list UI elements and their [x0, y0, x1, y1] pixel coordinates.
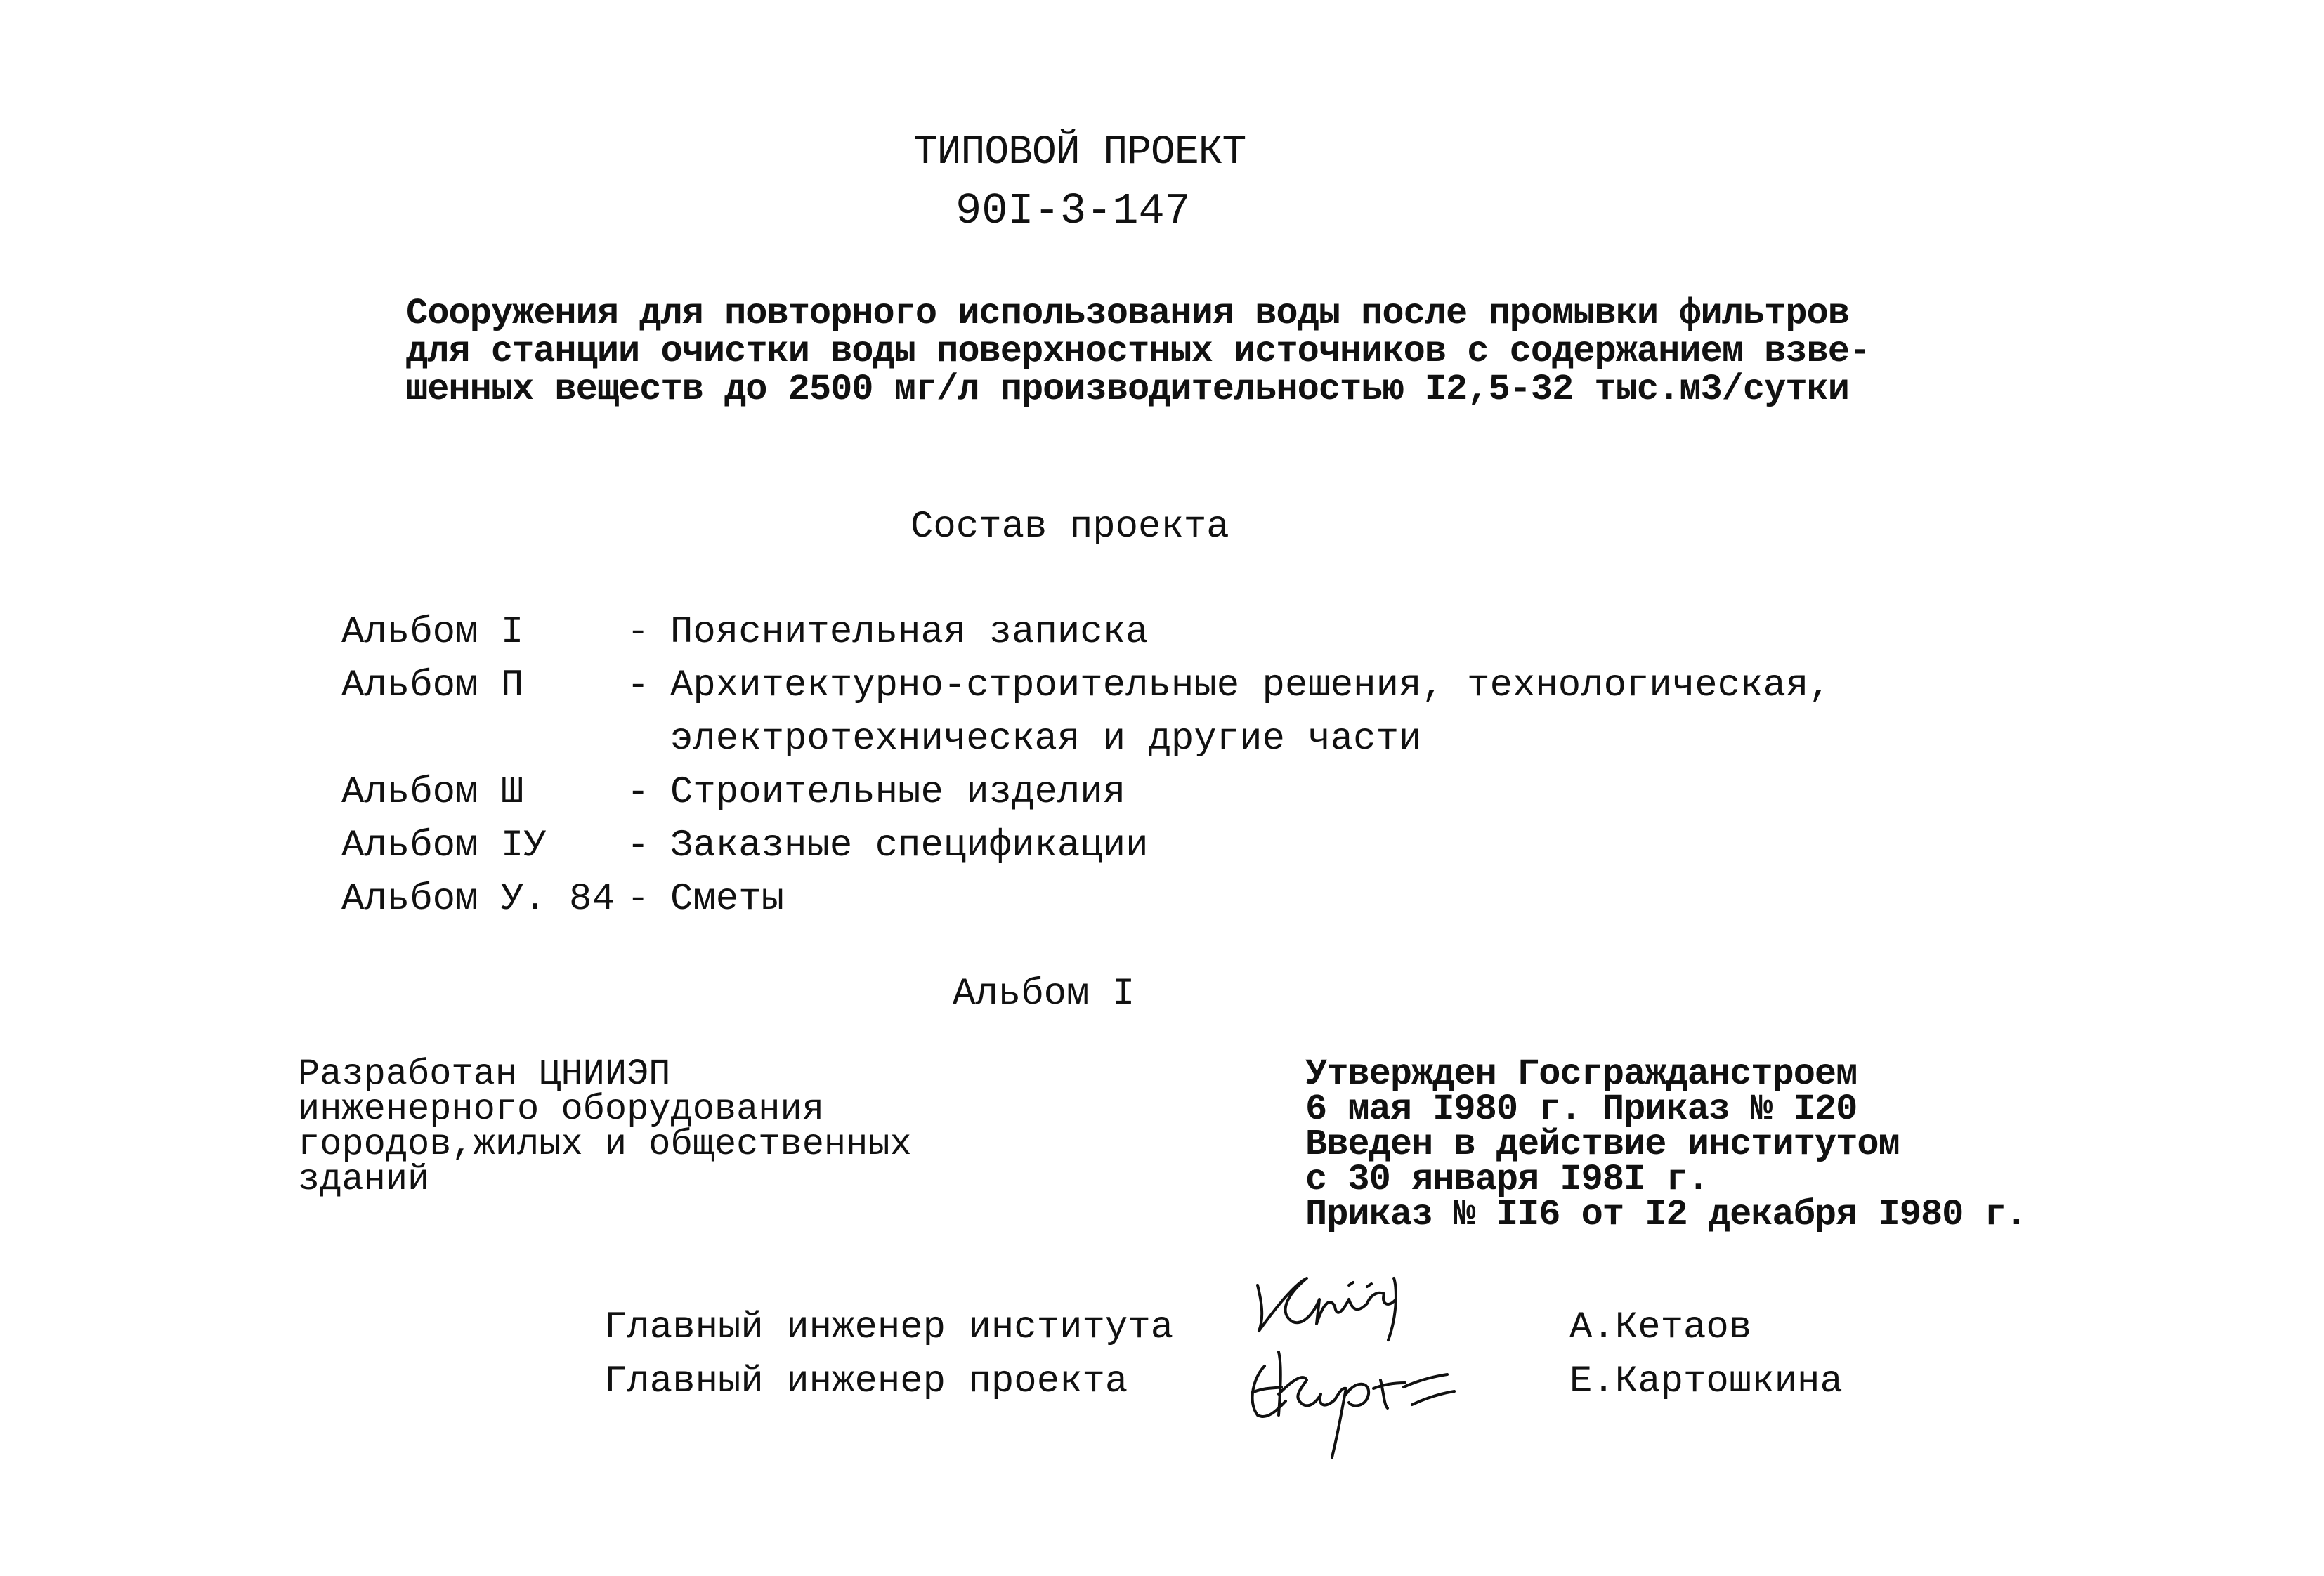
subject-line: для станции очистки воды поверхностных источников с содержанием взве- — [406, 331, 1871, 372]
approval-line: 6 мая I980 г. Приказ № I20 — [1305, 1089, 1858, 1130]
album-dash: - — [627, 878, 650, 921]
album-name: Альбом П — [341, 664, 524, 707]
project-number: 90I-3-147 — [955, 186, 1191, 236]
developer-block — [298, 1053, 912, 1200]
approval-block — [1305, 1053, 2027, 1235]
album-description: Строительные изделия — [670, 771, 1126, 814]
album-description: Заказные спецификации — [670, 825, 1149, 867]
approval-line: Приказ № II6 от I2 декабря I980 г. — [1305, 1194, 2027, 1235]
composition-title: Состав проекта — [910, 506, 1229, 549]
album-name: Альбом У. 84 — [341, 878, 615, 921]
developer-line: городов,жилых и общественных — [298, 1124, 912, 1165]
album-dash: - — [627, 611, 650, 654]
signatory-name: Е.Картошкина — [1569, 1360, 1843, 1403]
signature-chief-engineer-institute — [1243, 1257, 1468, 1348]
album-description: Сметы — [670, 878, 785, 921]
album-dash: - — [627, 664, 650, 707]
approval-line: Утвержден Госгражданстроем — [1305, 1053, 1858, 1095]
document-title: ТИПОВОЙ ПРОЕКТ — [913, 130, 1246, 176]
album-name: Альбом I — [341, 611, 524, 654]
developer-line: Разработан ЦНИИЭП — [298, 1053, 671, 1095]
album-dash: - — [627, 825, 650, 867]
approval-line: Введен в действие институтом — [1305, 1124, 1900, 1165]
album-name: Альбом IУ — [341, 825, 547, 867]
album-name: Альбом Ш — [341, 771, 524, 814]
signatory-role: Главный инженер института — [604, 1306, 1174, 1349]
signatory-role: Главный инженер проекта — [604, 1360, 1128, 1403]
signature-chief-engineer-project — [1236, 1338, 1468, 1464]
current-album-label: Альбом I — [953, 973, 1135, 1016]
subject-line: Сооружения для повторного использования воды после промывки фильтров — [406, 293, 1849, 334]
signatory-name: А.Кетаов — [1569, 1306, 1752, 1349]
album-description: Архитектурно-строительные решения, технологическая, — [670, 664, 1832, 707]
developer-line: зданий — [298, 1159, 430, 1200]
album-description: Пояснительная записка — [670, 611, 1149, 654]
subject-line: шенных веществ до 2500 мг/л производительностью I2,5-32 тыс.м3/сутки — [406, 369, 1849, 410]
album-description: электротехническая и другие части — [670, 718, 1422, 761]
project-subject — [406, 295, 1870, 409]
album-dash: - — [627, 771, 650, 814]
developer-line: инженерного оборудования — [298, 1089, 824, 1130]
approval-line: с 30 января I98I г. — [1305, 1159, 1709, 1200]
